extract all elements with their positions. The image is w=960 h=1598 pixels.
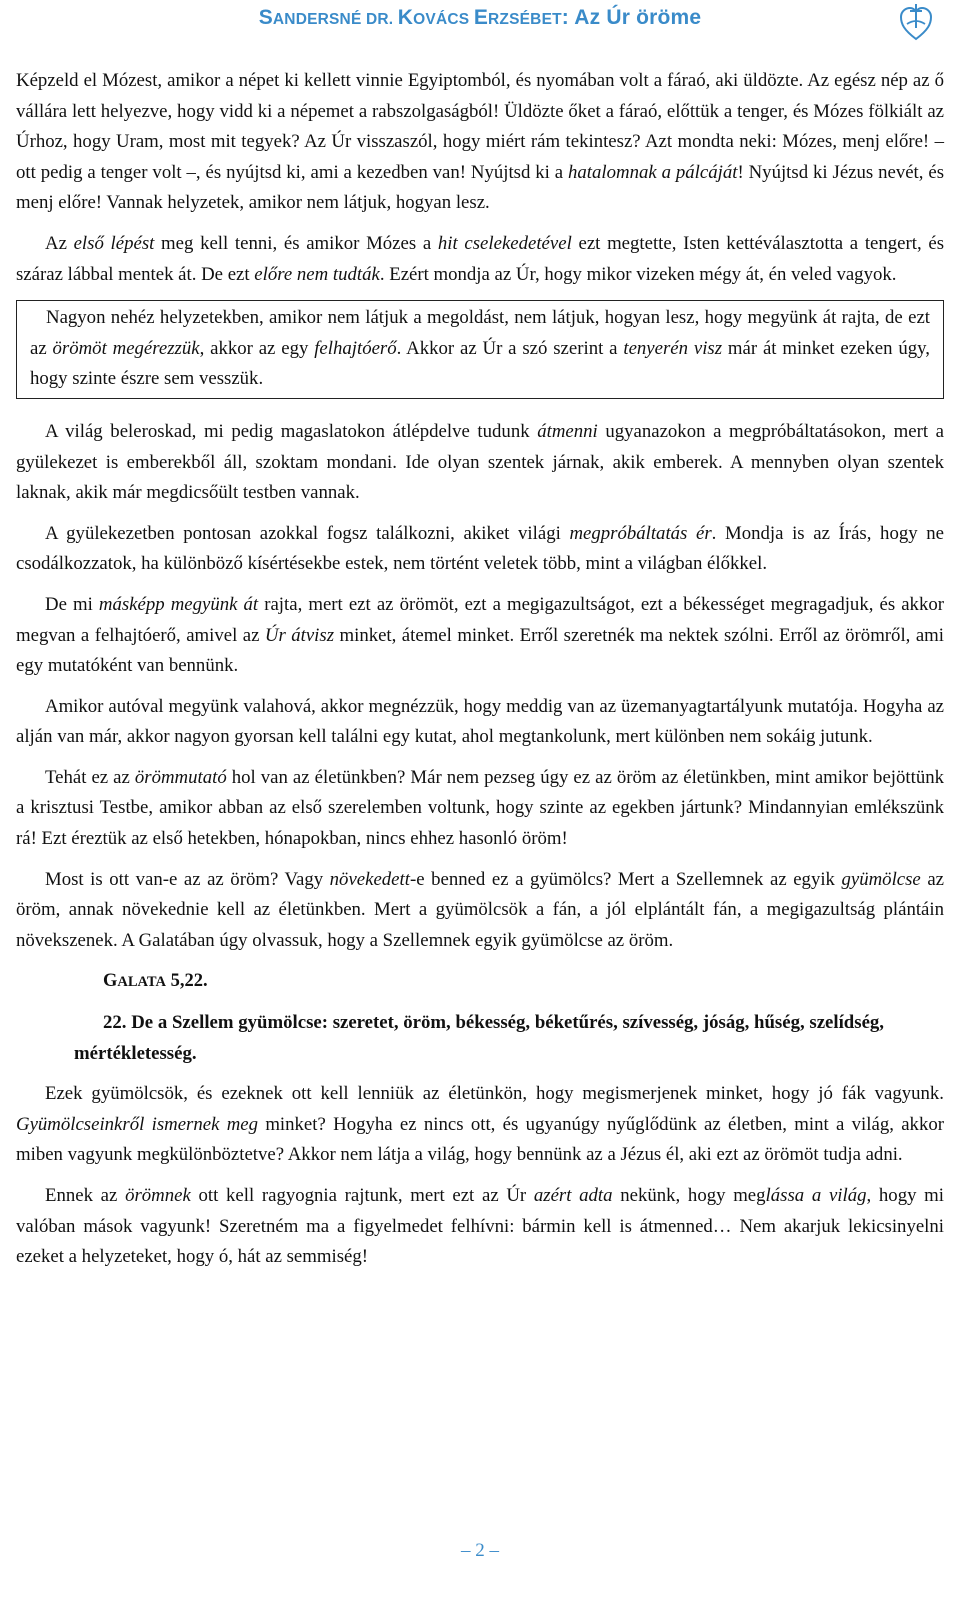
italic-run: gyümölcse: [841, 868, 921, 890]
author-smallcaps: RZSÉBET: [488, 11, 562, 28]
paragraph-shine: [16, 1181, 944, 1273]
italic-run: örömöt megérezzük: [52, 337, 200, 359]
author-initial: S: [258, 6, 273, 29]
text-run: ott kell ragyognia rajtunk, mert ezt az Úr: [190, 1185, 534, 1206]
text-run: minket? Hogyha ez nincs ott, és ugyanúgy nyűglődünk az életben, mint a világ, akkor miben vagyunk megkülönböztetve? Akkor nem látja a világ, hogy bennünk az a Jézus él, aki ezt az örömöt tudja adni.: [16, 1113, 944, 1166]
scripture-quote: [74, 966, 884, 1069]
text-run: . Mondja is az Írás, hogy ne csodálkozzatok, ha különböző kísértésekbe estek, nem történt veletek több, mint a világban élőkkel.: [16, 522, 944, 575]
paragraph-car: [16, 692, 944, 753]
author-initial: E: [473, 6, 489, 29]
text-run: ezt megtette, Isten kettéválasztotta a tengert, és száraz lábbal mentek át. De ezt: [16, 232, 945, 285]
author-smallcaps: ANDERSNÉ DR.: [272, 11, 398, 28]
highlight-box: [16, 300, 944, 399]
text-run: Ennek az: [45, 1185, 126, 1206]
text-run: minket, átemel minket. Erről szeretnék ma nektek szólni. Erről az örömről, ami egy mutatóként van bennünk.: [16, 624, 944, 677]
text-run: Az: [45, 232, 74, 254]
text-run: Most is ott van-e az az öröm? Vagy: [45, 868, 330, 890]
church-cross-heart-icon: [898, 2, 934, 42]
italic-run: átmenni: [537, 420, 598, 442]
text-run: Amikor autóval megyünk valahová, akkor megnézzük, hogy meddig van az üzemanyagtartályunk mutatója. Hogyha az alján van már, akkor nagyon gyorsan kell találni egy kutat, ahol megtankolunk, mert különben nem sokáig jutunk.: [16, 695, 944, 748]
paragraph-world: [16, 417, 944, 509]
paragraph-recognize: [16, 1079, 944, 1171]
italic-run: másképp megyünk át: [98, 593, 259, 615]
text-run: ugyanazokon a megpróbáltatásokon, mert a gyülekezet is emberekből áll, szoktam mondani. Ide olyan szentek járnak, akik emberek. A mennyben olyan szentek laknak, akik már megdicsőült testben vannak.: [16, 420, 944, 504]
text-run: meg kell tenni, és amikor Mózes a: [154, 232, 438, 254]
paragraph-moses: [16, 66, 944, 219]
italic-run: Úr átvisz: [264, 624, 335, 646]
italic-run: megpróbáltatás ér: [569, 522, 712, 544]
text-run: , hogy mi valóban mások vagyunk! Szeretném ma a figyelmedet felhívni: bármin kell is átmenned… Nem akarjuk lekicsinyelni ezeket a helyzeteket, hogy ó, hát az semmiség!: [16, 1185, 945, 1268]
sermon-title: Az Úr öröme: [574, 6, 702, 29]
scripture-reference: [74, 966, 884, 998]
italic-run: lássa a világ: [765, 1185, 867, 1206]
italic-run: örömnek: [125, 1185, 191, 1206]
header-title: [0, 6, 960, 30]
italic-run: növekedett: [329, 868, 410, 890]
paragraph-congregation: [16, 519, 944, 580]
reference-initial: G: [103, 971, 118, 992]
page-header: [0, 0, 960, 44]
author-smallcaps: OVÁCS: [413, 11, 474, 28]
text-run: Tehát ez az: [45, 766, 135, 788]
paragraph-differently: [16, 590, 944, 682]
italic-run: felhajtóerő: [314, 337, 397, 359]
text-run: A világ beleroskad, mi pedig magaslatokon átlépdelve tudunk: [45, 420, 538, 442]
italic-run: hatalomnak a pálcáját: [568, 161, 738, 183]
text-run: -e benned ez a gyümölcs? Mert a Szellemnek az egyik: [409, 868, 842, 890]
italic-run: első lépést: [73, 232, 155, 254]
text-run: rajta, mert ezt az örömöt, ezt a megigazultságot, ezt a békességet megragadjuk, és akkor megvan a felhajtóerő, amivel az: [16, 593, 944, 646]
author-initial: K: [397, 6, 414, 29]
sermon-body: [16, 66, 944, 1283]
text-run: Ezek gyümölcsök, és ezeknek ott kell lenniük az életünkön, hogy megismerjenek minket, hogy jó fák vagyunk.: [45, 1083, 944, 1105]
italic-run: örömmutató: [134, 766, 227, 788]
text-run: nekünk, hogy meg: [612, 1185, 766, 1206]
paragraph-fruit: [16, 865, 944, 957]
scripture-text: 22. De a Szellem gyümölcse: szeretet, öröm, békesség, béketűrés, szívesség, jóság, hűség, szelídség, mértékletesség.: [74, 1012, 884, 1064]
italic-run: azért adta: [533, 1185, 613, 1206]
paragraph-joy-meter: [16, 763, 944, 855]
text-run: Nagyon nehéz helyzetekben, amikor nem látjuk a megoldást, nem látjuk, hogyan lesz, hogy megyünk át rajta, de ezt az: [30, 307, 930, 359]
italic-run: előre nem tudták: [254, 263, 380, 285]
text-run: A gyülekezetben pontosan azokkal fogsz találkozni, akiket világi: [45, 522, 570, 544]
text-run: De mi: [45, 593, 99, 615]
reference-smallcaps: ALATA: [117, 974, 166, 991]
reference-verse: 5,22.: [166, 971, 208, 992]
header-separator: :: [561, 6, 575, 29]
page-number: – 2 –: [461, 1540, 499, 1561]
text-run: hol van az életünkben? Már nem pezseg úgy ez az öröm az életünkben, mint amikor bejöttünk a krisztusi Testbe, amikor abban az első szerelemben voltunk, hogy szinte az egekben jártunk? Mindannyian emlékszünk rá! Ezt éreztük az első hetekben, hónapokban, nincs ehhez hasonló öröm!: [16, 766, 944, 850]
text-run: már át minket ezeken úgy, hogy szinte észre sem vesszük.: [30, 337, 930, 390]
text-run: . Akkor az Úr a szó szerint a: [396, 337, 624, 359]
paragraph-boxed: [30, 303, 930, 395]
paragraph-first-step: [16, 229, 944, 290]
text-run: az öröm, annak növekednie kell az életünkben. Mert a gyümölcsök a fán, a jól elplántált fán, a megigazultság plántáin növekszenek. A Galatában úgy olvassuk, hogy a Szellemnek egyik gyümölcse az öröm.: [16, 868, 945, 951]
italic-run: tenyerén visz: [623, 337, 723, 359]
text-run: ! Nyújtsd ki Jézus nevét, és menj előre! Vannak helyzetek, amikor nem látjuk, hogyan lesz.: [16, 161, 945, 214]
text-run: , akkor az egy: [199, 337, 315, 359]
text-run: Képzeld el Mózest, amikor a népet ki kellett vinnie Egyiptomból, és nyomában volt a fáraó, aki üldözte. Az egész nép az ő vállára lett helyezve, hogy vidd ki a népemet a rabszolgaságból! Üldözte őket a fáraó, előttük a tenger, és Mózes fölkiált az Úrhoz, hogy Uram, most mit tegyek? Az Úr visszaszól, hogy miért rám tekintesz? Azt mondta neki: Mózes, menj előre! – ott pedig a tenger volt –, és nyújtsd ki, ami a kezedben van! Nyújtsd ki a: [16, 70, 944, 183]
italic-run: hit cselekedetével: [437, 232, 572, 254]
italic-run: Gyümölcseinkről ismernek meg: [16, 1113, 259, 1135]
text-run: . Ezért mondja az Úr, hogy mikor vizeken mégy át, én veled vagyok.: [379, 263, 897, 285]
